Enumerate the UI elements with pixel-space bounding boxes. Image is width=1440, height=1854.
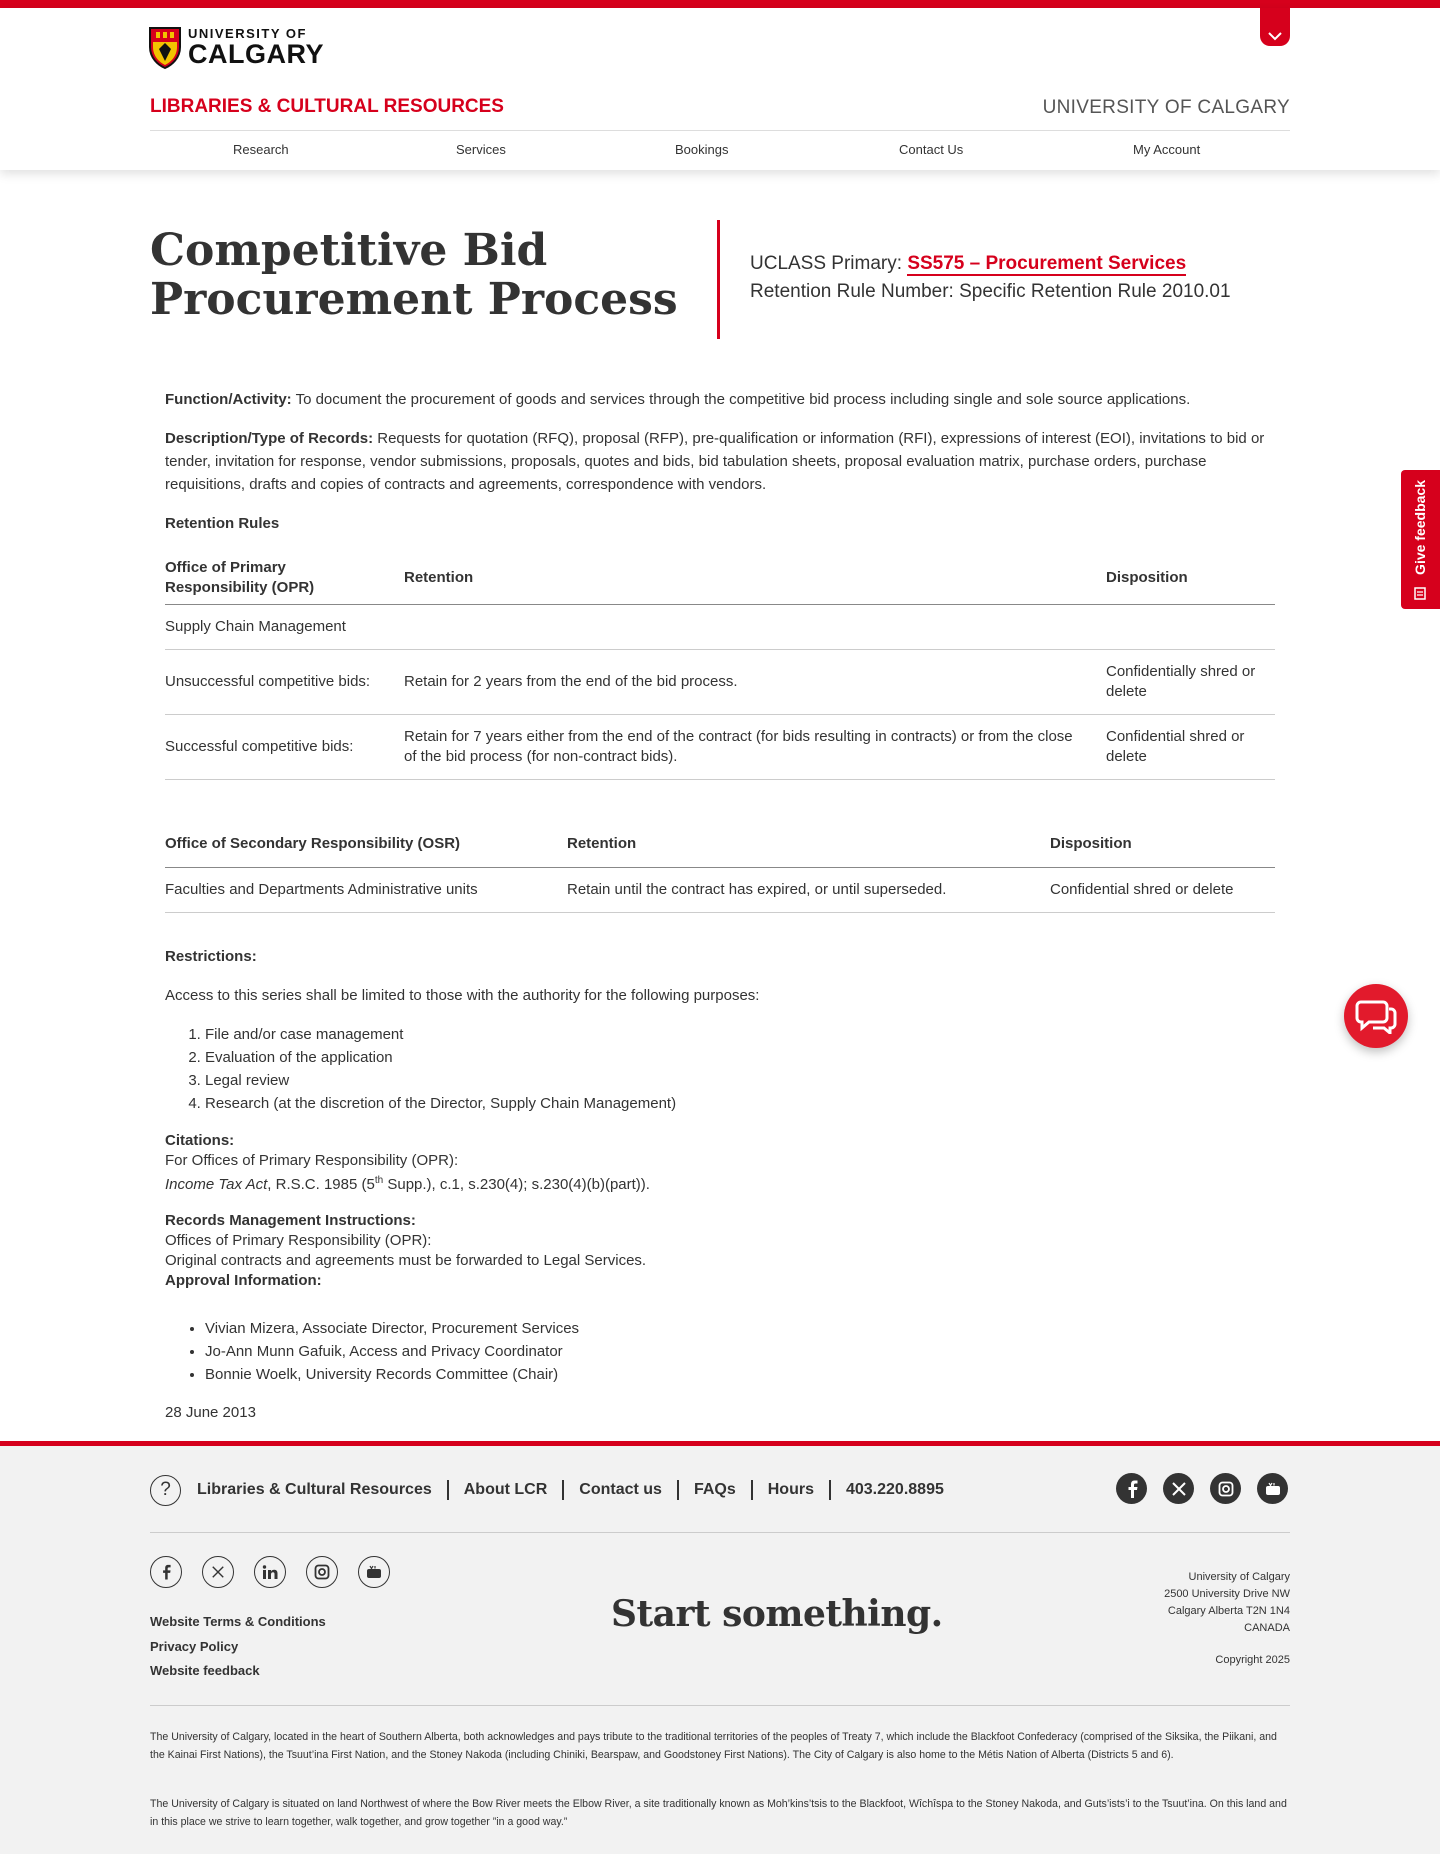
university-name-link[interactable]: UNIVERSITY OF CALGARY xyxy=(1042,97,1290,118)
help-icon: ? xyxy=(150,1475,181,1506)
nav-my-account[interactable]: My Account xyxy=(1133,142,1201,157)
logo-big-text: CALGARY xyxy=(188,38,324,69)
instagram-icon[interactable] xyxy=(306,1556,338,1588)
nav-bookings[interactable]: Bookings xyxy=(675,142,729,157)
website-feedback-link[interactable]: Website feedback xyxy=(150,1663,260,1678)
description-text: Requests for quotation (RFQ), proposal (RFP), pre-qualification or information (RFI), expressions of interest (EOI), invitations to bid or tender, invitation for response, vendor submissions, proposals, quotes and bids, bid tabulation sheets, proposal evaluation matrix, purchase orders, purchase requisitions, drafts and copies of contracts and agreements, correspondence with vendors. xyxy=(165,430,1265,493)
chevron-down-icon xyxy=(1268,32,1282,41)
x-icon[interactable] xyxy=(1163,1473,1194,1504)
table-cell: Unsuccessful competitive bids: xyxy=(165,649,404,714)
university-logo[interactable] xyxy=(148,25,324,69)
approval-heading: Approval Information: xyxy=(165,1272,322,1289)
top-accent-bar xyxy=(0,0,1440,8)
table-cell: Successful competitive bids: xyxy=(165,714,404,779)
table-cell: Retain for 7 years either from the end of the contract (for bids resulting in contracts) or from the close of the bid process (for non-contract bids). xyxy=(404,714,1106,779)
footer-separator xyxy=(829,1480,831,1500)
list-item: 3. Legal review xyxy=(205,1069,676,1092)
footer-link-phone[interactable]: 403.220.8895 xyxy=(845,1481,944,1498)
retention-header: Retention xyxy=(567,821,1050,867)
facebook-icon[interactable] xyxy=(150,1556,182,1588)
citation-act xyxy=(165,1171,1275,1195)
footer-link-hours[interactable]: Hours xyxy=(767,1481,814,1498)
copyright: Copyright 2025 xyxy=(1215,1654,1290,1666)
page-title-area xyxy=(150,220,1290,340)
table-cell: Confidential shred or delete xyxy=(1106,714,1275,779)
rmi-line1: Offices of Primary Responsibility (OPR): xyxy=(165,1232,432,1249)
restrictions-intro: Access to this series shall be limited to those with the authority for the following purposes: xyxy=(165,987,760,1004)
chat-button[interactable] xyxy=(1344,984,1408,1048)
main-nav xyxy=(150,139,1290,165)
table-cell: Retain until the contract has expired, or until superseded. xyxy=(567,867,1050,912)
retention-rule-number: Retention Rule Number: Specific Retention Rule 2010.01 xyxy=(750,281,1231,302)
footer-link-about[interactable]: About LCR xyxy=(463,1481,548,1498)
footer-link-faqs[interactable]: FAQs xyxy=(693,1481,736,1498)
give-feedback-tab[interactable] xyxy=(1401,470,1440,609)
x-icon[interactable] xyxy=(202,1556,234,1588)
footer-separator xyxy=(751,1480,753,1500)
disposition-header: Disposition xyxy=(1106,552,1275,604)
footer-link-contact[interactable]: Contact us xyxy=(579,1481,662,1498)
citation-part1: , R.S.C. 1985 (5 xyxy=(267,1176,375,1193)
function-text: To document the procurement of goods and services through the competitive bid process including single and sole source applications. xyxy=(291,391,1191,408)
footer-separator xyxy=(677,1480,679,1500)
nav-services[interactable]: Services xyxy=(456,142,506,157)
citation-superscript: th xyxy=(374,1175,384,1186)
citation-act-title: Income Tax Act xyxy=(165,1176,268,1193)
osr-retention-table xyxy=(165,821,1275,913)
citations-heading: Citations: xyxy=(165,1132,235,1149)
site-title-link[interactable]: LIBRARIES & CULTURAL RESOURCES xyxy=(150,96,504,117)
list-item: 1. File and/or case management xyxy=(205,1023,676,1046)
site-footer xyxy=(0,1446,1440,1854)
description-records xyxy=(165,427,1275,496)
table-row xyxy=(165,714,1275,779)
table-row xyxy=(165,867,1275,912)
table-row xyxy=(165,649,1275,714)
footer-link-lcr[interactable]: Libraries & Cultural Resources xyxy=(197,1481,432,1498)
footer-links xyxy=(150,1474,944,1506)
table-cell: Confidential shred or delete xyxy=(1050,867,1275,912)
table-cell: Retain for 2 years from the end of the bid process. xyxy=(404,649,1106,714)
feedback-label: Give feedback xyxy=(1412,480,1428,575)
lcr-social-links xyxy=(1116,1473,1288,1504)
site-header xyxy=(0,8,1440,170)
list-item: 2. Evaluation of the application xyxy=(205,1046,676,1069)
logo-wordmark xyxy=(188,27,324,68)
land-acknowledgement-2: The University of Calgary is situated on land Northwest of where the Bow River meets the Elbow River, a site traditionally known as Moh’kins’tsis to the Blackfoot, Wîchîspa to the Stoney Nakoda, and Guts’ists’i to the Tsuut’ina. On this land and in this place we strive to learn together, walk together, and grow together ”in a good way.” xyxy=(150,1798,1287,1828)
table-row xyxy=(165,604,1275,649)
citation-part2: Supp.), c.1, s.230(4); s.230(4)(b)(part)). xyxy=(383,1176,650,1193)
opr-office: Supply Chain Management xyxy=(165,604,404,649)
header-menu-toggle[interactable] xyxy=(1260,8,1290,46)
opr-retention-table xyxy=(165,552,1275,780)
uclass-line xyxy=(750,250,1231,278)
function-label: Function/Activity: xyxy=(165,391,292,408)
restrictions-list xyxy=(205,1023,676,1115)
footer-separator xyxy=(562,1480,564,1500)
address-line: 2500 University Drive NW xyxy=(1164,1588,1290,1600)
table-header-row xyxy=(165,821,1275,867)
chat-bubbles-icon xyxy=(1355,998,1397,1034)
list-item: • Bonnie Woelk, University Records Committee (Chair) xyxy=(205,1363,579,1386)
uclass-label: UCLASS Primary: xyxy=(750,253,908,274)
footer-divider xyxy=(150,1705,1290,1706)
list-item: 4. Research (at the discretion of the Director, Supply Chain Management) xyxy=(205,1092,676,1115)
clipboard-icon xyxy=(1414,586,1426,600)
page-title: Competitive Bid Procurement Process xyxy=(150,225,678,325)
function-activity xyxy=(165,388,1275,411)
retention-header: Retention xyxy=(404,552,1106,604)
description-label: Description/Type of Records: xyxy=(165,430,374,447)
terms-link[interactable]: Website Terms & Conditions xyxy=(150,1614,326,1629)
crest-icon xyxy=(148,25,182,69)
youtube-icon[interactable] xyxy=(1257,1473,1288,1504)
list-item: • Jo-Ann Munn Gafuik, Access and Privacy Coordinator xyxy=(205,1340,579,1363)
uclass-link[interactable]: SS575 – Procurement Services xyxy=(907,253,1187,274)
address-line: CANADA xyxy=(1244,1622,1290,1634)
opr-header: Office of Primary Responsibility (OPR) xyxy=(165,552,404,604)
table-cell: Faculties and Departments Administrative units xyxy=(165,867,567,912)
logo-small-text: UNIVERSITY OF xyxy=(188,25,307,41)
tagline: Start something. xyxy=(611,1593,943,1635)
disposition-header: Disposition xyxy=(1050,821,1275,867)
footer-divider xyxy=(150,1532,1290,1533)
citations-line1: For Offices of Primary Responsibility (OPR): xyxy=(165,1152,459,1169)
osr-header: Office of Secondary Responsibility (OSR) xyxy=(165,821,567,867)
nav-divider xyxy=(150,130,1290,131)
nav-contact-us[interactable]: Contact Us xyxy=(899,142,964,157)
approval-date: 28 June 2013 xyxy=(165,1404,256,1421)
rmi-heading: Records Management Instructions: xyxy=(165,1212,416,1229)
table-cell: Confidentially shred or delete xyxy=(1106,649,1275,714)
youtube-icon[interactable] xyxy=(358,1556,390,1588)
privacy-link[interactable]: Privacy Policy xyxy=(150,1638,239,1654)
list-item: • Vivian Mizera, Associate Director, Procurement Services xyxy=(205,1317,579,1340)
linkedin-icon[interactable] xyxy=(254,1556,286,1588)
university-social-links xyxy=(150,1556,390,1588)
record-meta xyxy=(750,250,1231,306)
university-address xyxy=(1164,1569,1290,1637)
facebook-icon[interactable] xyxy=(1116,1473,1147,1504)
land-acknowledgement-1: The University of Calgary, located in the heart of Southern Alberta, both acknowledges and pays tribute to the traditional territories of the peoples of Treaty 7, which include the Blackfoot Confederacy (comprised of the Siksika, the Piikani, and the Kainai First Nations), the Tsuut’ina First Nation, and the Stoney Nakoda (including Chiniki, Bearspaw, and Goodstoney First Nations). The City of Calgary is also home to the Métis Nation of Alberta (Districts 5 and 6). xyxy=(150,1731,1277,1761)
nav-research[interactable]: Research xyxy=(233,142,289,157)
address-line: Calgary Alberta T2N 1N4 xyxy=(1167,1605,1290,1617)
approval-list xyxy=(205,1317,579,1386)
title-divider xyxy=(717,220,720,339)
instagram-icon[interactable] xyxy=(1210,1473,1241,1504)
legal-links xyxy=(150,1610,326,1684)
footer-separator xyxy=(447,1480,449,1500)
table-header-row xyxy=(165,552,1275,604)
rmi-line2: Original contracts and agreements must be forwarded to Legal Services. xyxy=(165,1252,647,1269)
address-line: University of Calgary xyxy=(1188,1571,1290,1583)
retention-rules-heading: Retention Rules xyxy=(165,515,280,532)
restrictions-heading: Restrictions: xyxy=(165,948,257,965)
